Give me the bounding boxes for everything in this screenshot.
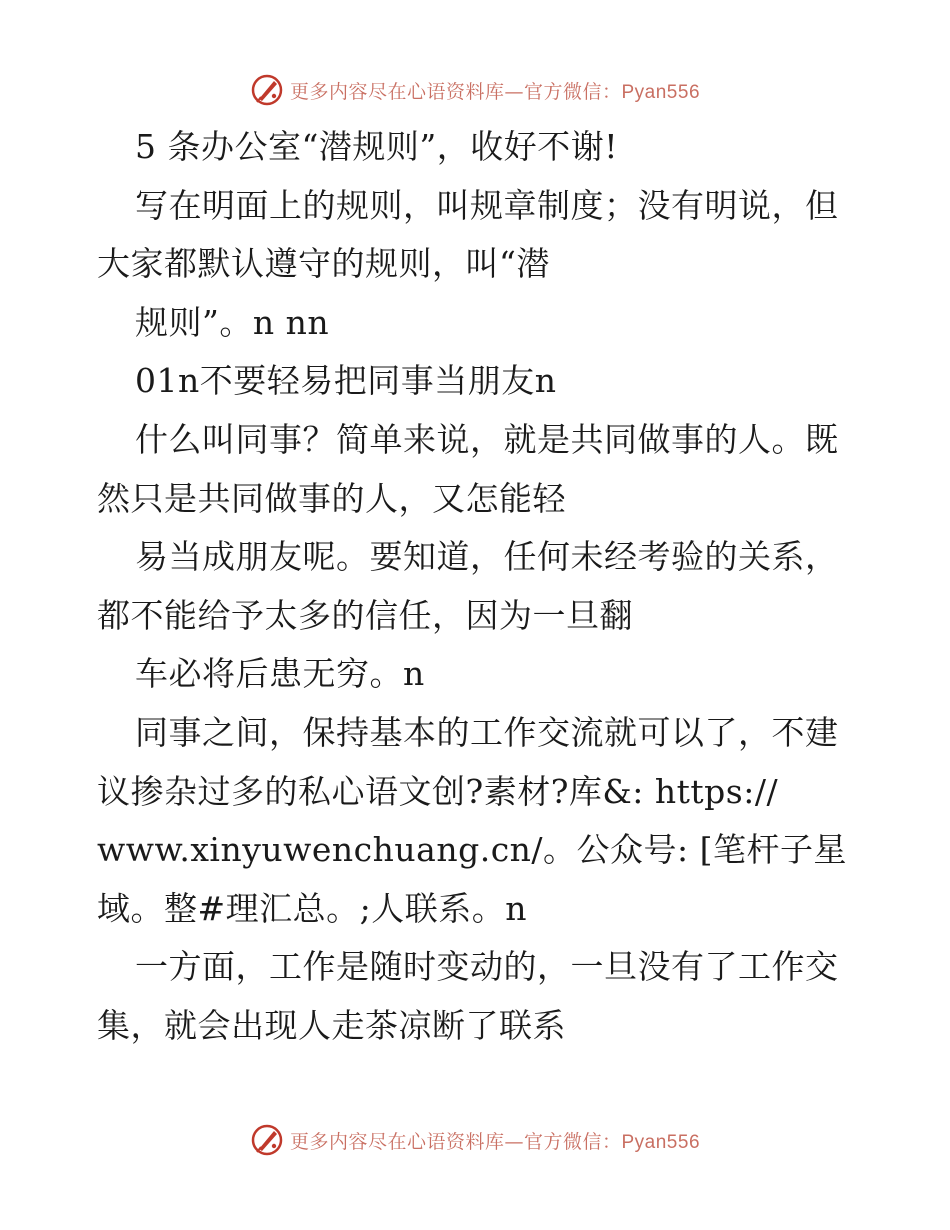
watermark-wechat-id: Pyan556	[621, 1131, 701, 1153]
paragraph-line: 规则”。n nn	[135, 302, 330, 342]
watermark-wechat-label: 官方微信：	[523, 1130, 622, 1153]
footer-watermark	[0, 1120, 950, 1160]
paragraph-line: 易当成朋友呢。要知道，任何未经考验的关系，	[135, 537, 839, 577]
paragraph-line: 议掺杂过多的私心语文创?素材?库&: https://	[97, 771, 779, 811]
quill-logo-icon	[250, 1123, 284, 1157]
section-heading: 01n不要轻易把同事当朋友n	[135, 361, 557, 401]
paragraph-line: 集，就会出现人走茶凉断了联系	[97, 1005, 566, 1045]
paragraph-line: 都不能给予太多的信任，因为一旦翻	[97, 595, 633, 635]
document-body	[97, 118, 857, 1056]
quill-logo-icon	[250, 73, 284, 107]
paragraph-line: 同事之间，保持基本的工作交流就可以了，不建	[135, 712, 839, 752]
paragraph-line: 域。整#理汇总。;人联系。n	[97, 888, 528, 928]
header-watermark	[0, 70, 950, 110]
watermark-wechat-label: 官方微信：	[523, 80, 622, 103]
doc-title: 5 条办公室“潜规则”，收好不谢!	[135, 127, 618, 166]
paragraph-line: 什么叫同事？简单来说，就是共同做事的人。既	[135, 419, 839, 459]
paragraph-line: 一方面，工作是随时变动的，一旦没有了工作交	[135, 947, 839, 987]
watermark-wechat-id: Pyan556	[621, 81, 701, 103]
paragraph-line: 写在明面上的规则，叫规章制度；没有明说，但	[135, 185, 839, 225]
watermark-site-text: 更多内容尽在心语资料库—	[289, 80, 524, 103]
paragraph-line: 然只是共同做事的人，又怎能轻	[97, 478, 566, 518]
watermark-site-text: 更多内容尽在心语资料库—	[289, 1130, 524, 1153]
paragraph-line: 大家都默认遵守的规则，叫“潜	[97, 244, 550, 284]
paragraph-line: 车必将后患无穷。n	[135, 654, 425, 694]
paragraph-line: www.xinyuwenchuang.cn/。公众号: [笔杆子星	[97, 830, 848, 870]
